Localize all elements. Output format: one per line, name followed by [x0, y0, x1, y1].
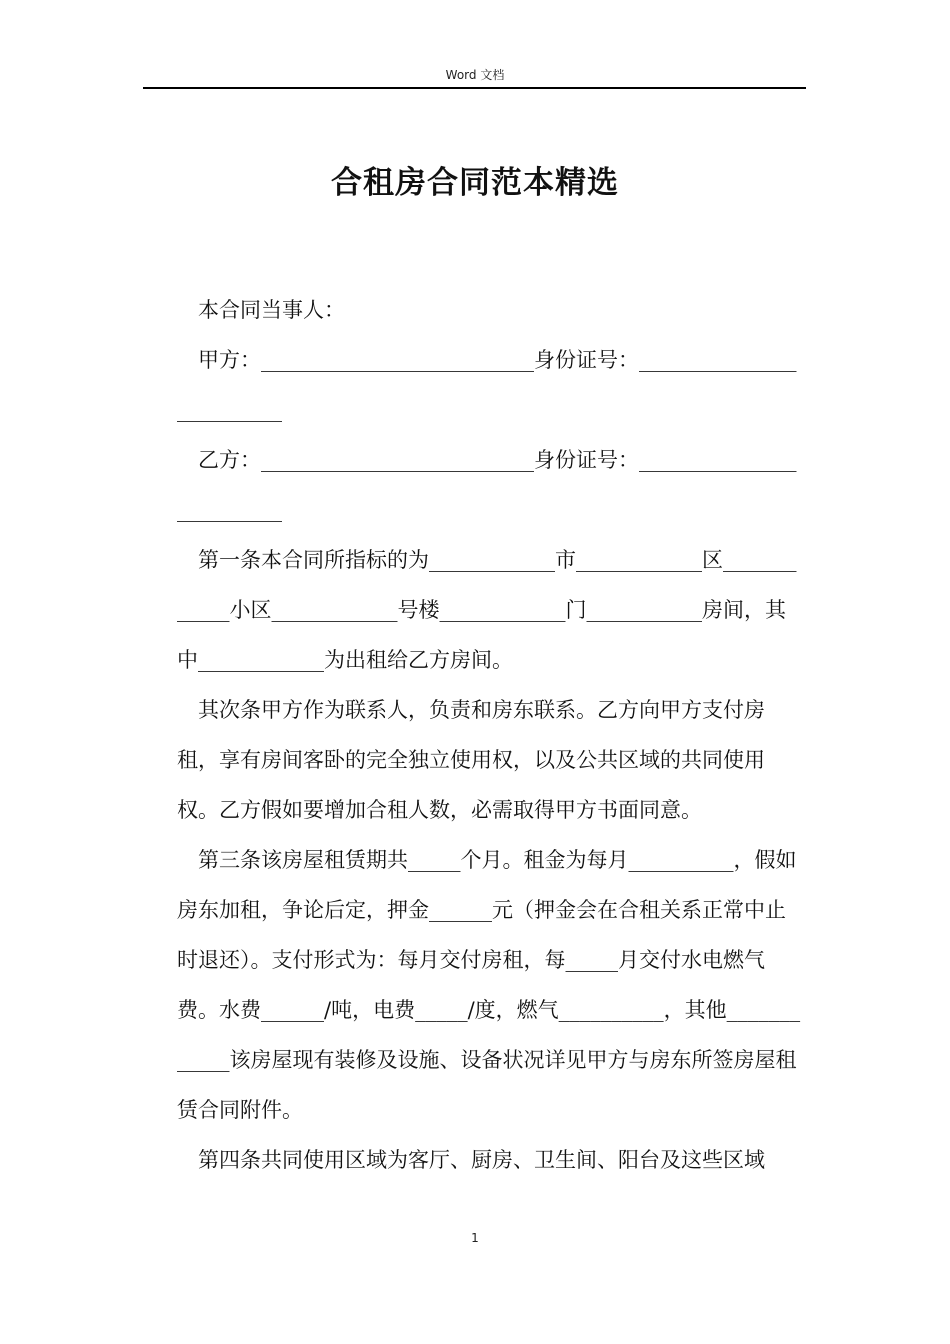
document-title: 合租房合同范本精选	[331, 165, 619, 201]
paragraph-parties: 本合同当事人：	[198, 298, 345, 322]
paragraph-article-4: 第四条共同使用区域为客厅、厨房、卫生间、阳台及这些区域	[198, 1148, 765, 1172]
page-number: 1	[471, 1231, 479, 1245]
paragraph-party-a: 甲方：__________________________身份证号：_________________________	[177, 348, 797, 422]
document-body	[177, 285, 802, 1185]
paragraph-article-1: 第一条本合同所指标的为____________市____________区____________小区____________号楼____________门___________房间，其中____________为出租给乙方房间。	[177, 548, 797, 672]
paragraph-party-b: 乙方：__________________________身份证号：_________________________	[177, 448, 797, 522]
page-header: Word 文档	[445, 68, 505, 82]
paragraph-article-2: 其次条甲方作为联系人，负责和房东联系。乙方向甲方支付房租，享有房间客卧的完全独立使用权，以及公共区域的共同使用权。乙方假如要增加合租人数，必需取得甲方书面同意。	[177, 698, 765, 822]
paragraph-article-3: 第三条该房屋租赁期共_____个月。租金为每月__________，假如房东加租，争论后定，押金______元（押金会在合租关系正常中止时退还）。支付形式为：每月交付房租，每_____月交付水电燃气费。水费______/吨，电费_____/度，燃气__________，其他____________该房屋现有装修及设施、设备状况详见甲方与房东所签房屋租赁合同附件。	[177, 848, 801, 1122]
header-divider	[143, 87, 806, 89]
